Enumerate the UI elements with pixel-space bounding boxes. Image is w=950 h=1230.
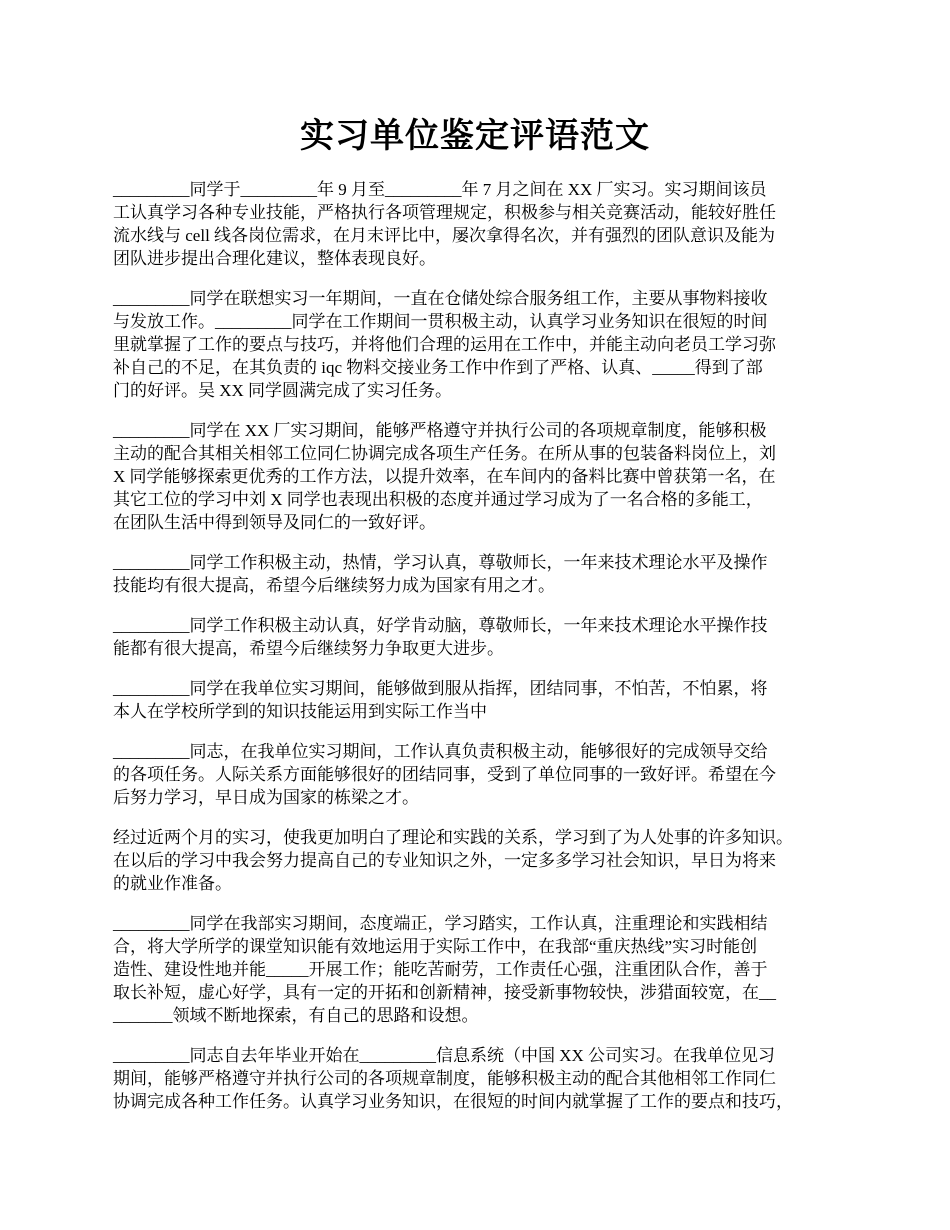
text-line: 能都有很大提高，希望今后继续努力争取更大进步。 xyxy=(113,639,504,658)
paragraph xyxy=(113,912,853,1027)
text-line: X 同学能够探索更优秀的工作方法，以提升效率，在车间内的备料比赛中曾获第一名，在 xyxy=(113,467,776,486)
text-line: 在团队生活中得到领导及同仁的一致好评。 xyxy=(113,513,436,532)
text-line: 造性、建设性地并能_____开展工作；能吃苦耐劳，工作责任心强，注重团队合作，善于 xyxy=(113,960,768,979)
text-line: _______领域不断地探索，有自己的思路和设想。 xyxy=(113,1006,479,1025)
text-line: 的各项任务。人际关系方面能够很好的团结同事，受到了单位同事的一致好评。希望在今 xyxy=(113,765,776,784)
text-line: _________同学在 XX 厂实习期间，能够严格遵守并执行公司的各项规章制度，能够积极 xyxy=(113,421,767,440)
text-line: _________同学在联想实习一年期间，一直在仓储处综合服务组工作，主要从事物料接收 xyxy=(113,289,768,308)
text-line: 在以后的学习中我会努力提高自己的专业知识之外，一定多多学习社会知识，早日为将来 xyxy=(113,851,776,870)
paragraph xyxy=(113,178,853,270)
paragraph xyxy=(113,614,853,660)
text-line: 期间，能够严格遵守并执行公司的各项规章制度，能够积极主动的配合其他相邻工作同仁 xyxy=(113,1069,776,1088)
text-line: _________同学在我部实习期间，态度端正，学习踏实，工作认真，注重理论和实践相结 xyxy=(113,914,768,933)
paragraph xyxy=(113,740,853,809)
text-line: 补自己的不足，在其负责的 iqc 物料交接业务工作中作到了严格、认真、_____得到了部 xyxy=(113,358,763,377)
paragraph xyxy=(113,677,853,723)
paragraph xyxy=(113,551,853,597)
text-line: 合，将大学所学的课堂知识能有效地运用于实际工作中，在我部“重庆热线”实习时能创 xyxy=(113,937,758,956)
text-line: 团队进步提出合理化建议，整体表现良好。 xyxy=(113,249,436,268)
paragraph xyxy=(113,287,853,402)
paragraph xyxy=(113,419,853,534)
text-line: 主动的配合其相关相邻工位同仁协调完成各项生产任务。在所从事的包装备料岗位上，刘 xyxy=(113,444,776,463)
text-line: 门的好评。吴 XX 同学圆满完成了实习任务。 xyxy=(113,381,453,400)
document-body xyxy=(113,178,853,1130)
text-line: 协调完成各种工作任务。认真学习业务知识，在很短的时间内就掌握了工作的要点和技巧， xyxy=(113,1092,793,1111)
text-line: _________同学在我单位实习期间，能够做到服从指挥，团结同事，不怕苦，不怕累，将 xyxy=(113,679,768,698)
text-line: 技能均有很大提高，希望今后继续努力成为国家有用之才。 xyxy=(113,576,555,595)
text-line: _________同学于_________年 9 月至_________年 7 月之间在 XX 厂实习。实习期间该员 xyxy=(113,180,767,199)
text-line: 取长补短，虚心好学，具有一定的开拓和创新精神，接受新事物较快，涉猎面较宽，在__ xyxy=(113,983,776,1002)
paragraph xyxy=(113,1044,853,1113)
text-line: 的就业作准备。 xyxy=(113,874,232,893)
text-line: 后努力学习，早日成为国家的栋梁之才。 xyxy=(113,788,419,807)
text-line: 流水线与 cell 线各岗位需求，在月末评比中，屡次拿得名次，并有强烈的团队意识及能为 xyxy=(113,226,776,245)
document-title: 实习单位鉴定评语范文 xyxy=(300,116,650,156)
text-line: _________同学工作积极主动认真，好学肯动脑，尊敬师长，一年来技术理论水平操作技 xyxy=(113,616,768,635)
text-line: 与发放工作。_________同学在工作期间一贯积极主动，认真学习业务知识在很短的时间 xyxy=(113,312,768,331)
text-line: 本人在学校所学到的知识技能运用到实际工作当中 xyxy=(113,702,487,721)
paragraph xyxy=(113,826,853,895)
text-line: _________同志自去年毕业开始在_________信息系统（中国 XX 公司实习。在我单位见习 xyxy=(113,1046,776,1065)
text-line: _________同学工作积极主动，热情，学习认真，尊敬师长，一年来技术理论水平及操作 xyxy=(113,553,768,572)
text-line: _________同志，在我单位实习期间，工作认真负责积极主动，能够很好的完成领导交给 xyxy=(113,742,768,761)
text-line: 经过近两个月的实习，使我更加明白了理论和实践的关系，学习到了为人处事的许多知识。 xyxy=(113,828,793,847)
text-line: 工认真学习各种专业技能，严格执行各项管理规定，积极参与相关竞赛活动，能较好胜任 xyxy=(113,203,776,222)
text-line: 其它工位的学习中刘 X 同学也表现出积极的态度并通过学习成为了一名合格的多能工， xyxy=(113,490,763,509)
text-line: 里就掌握了工作的要点与技巧，并将他们合理的运用在工作中，并能主动向老员工学习弥 xyxy=(113,335,776,354)
